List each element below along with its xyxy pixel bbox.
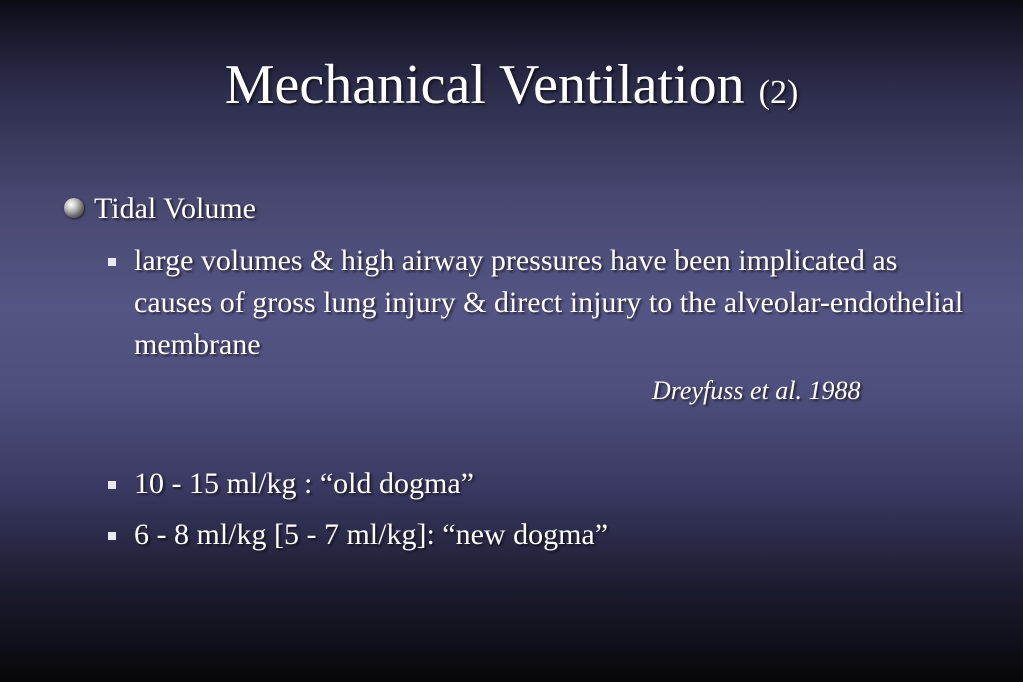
citation: Dreyfuss et al. 1988 xyxy=(652,376,861,405)
main-bullet xyxy=(64,190,256,228)
main-bullet-text: Tidal Volume xyxy=(94,192,256,225)
sphere-bullet-icon xyxy=(64,198,84,218)
sub-bullet-text: 10 - 15 ml/kg : “old dogma” xyxy=(134,467,474,500)
square-bullet-icon xyxy=(108,481,116,489)
square-bullet-icon xyxy=(108,532,116,540)
title-text: Mechanical Ventilation xyxy=(224,54,745,116)
sub-bullet-item xyxy=(108,463,474,505)
sub-bullet-text: large volumes & high airway pressures have been implicated as causes of gross lung injury & direct injury to the alveolar-endothelial membrane xyxy=(134,244,964,361)
sub-bullet-item xyxy=(108,514,608,556)
title-number: (2) xyxy=(758,74,799,111)
square-bullet-icon xyxy=(108,258,116,266)
slide-title xyxy=(0,52,1023,126)
sub-bullet-text: 6 - 8 ml/kg [5 - 7 ml/kg]: “new dogma” xyxy=(134,518,609,551)
sub-bullet-item xyxy=(108,240,968,366)
